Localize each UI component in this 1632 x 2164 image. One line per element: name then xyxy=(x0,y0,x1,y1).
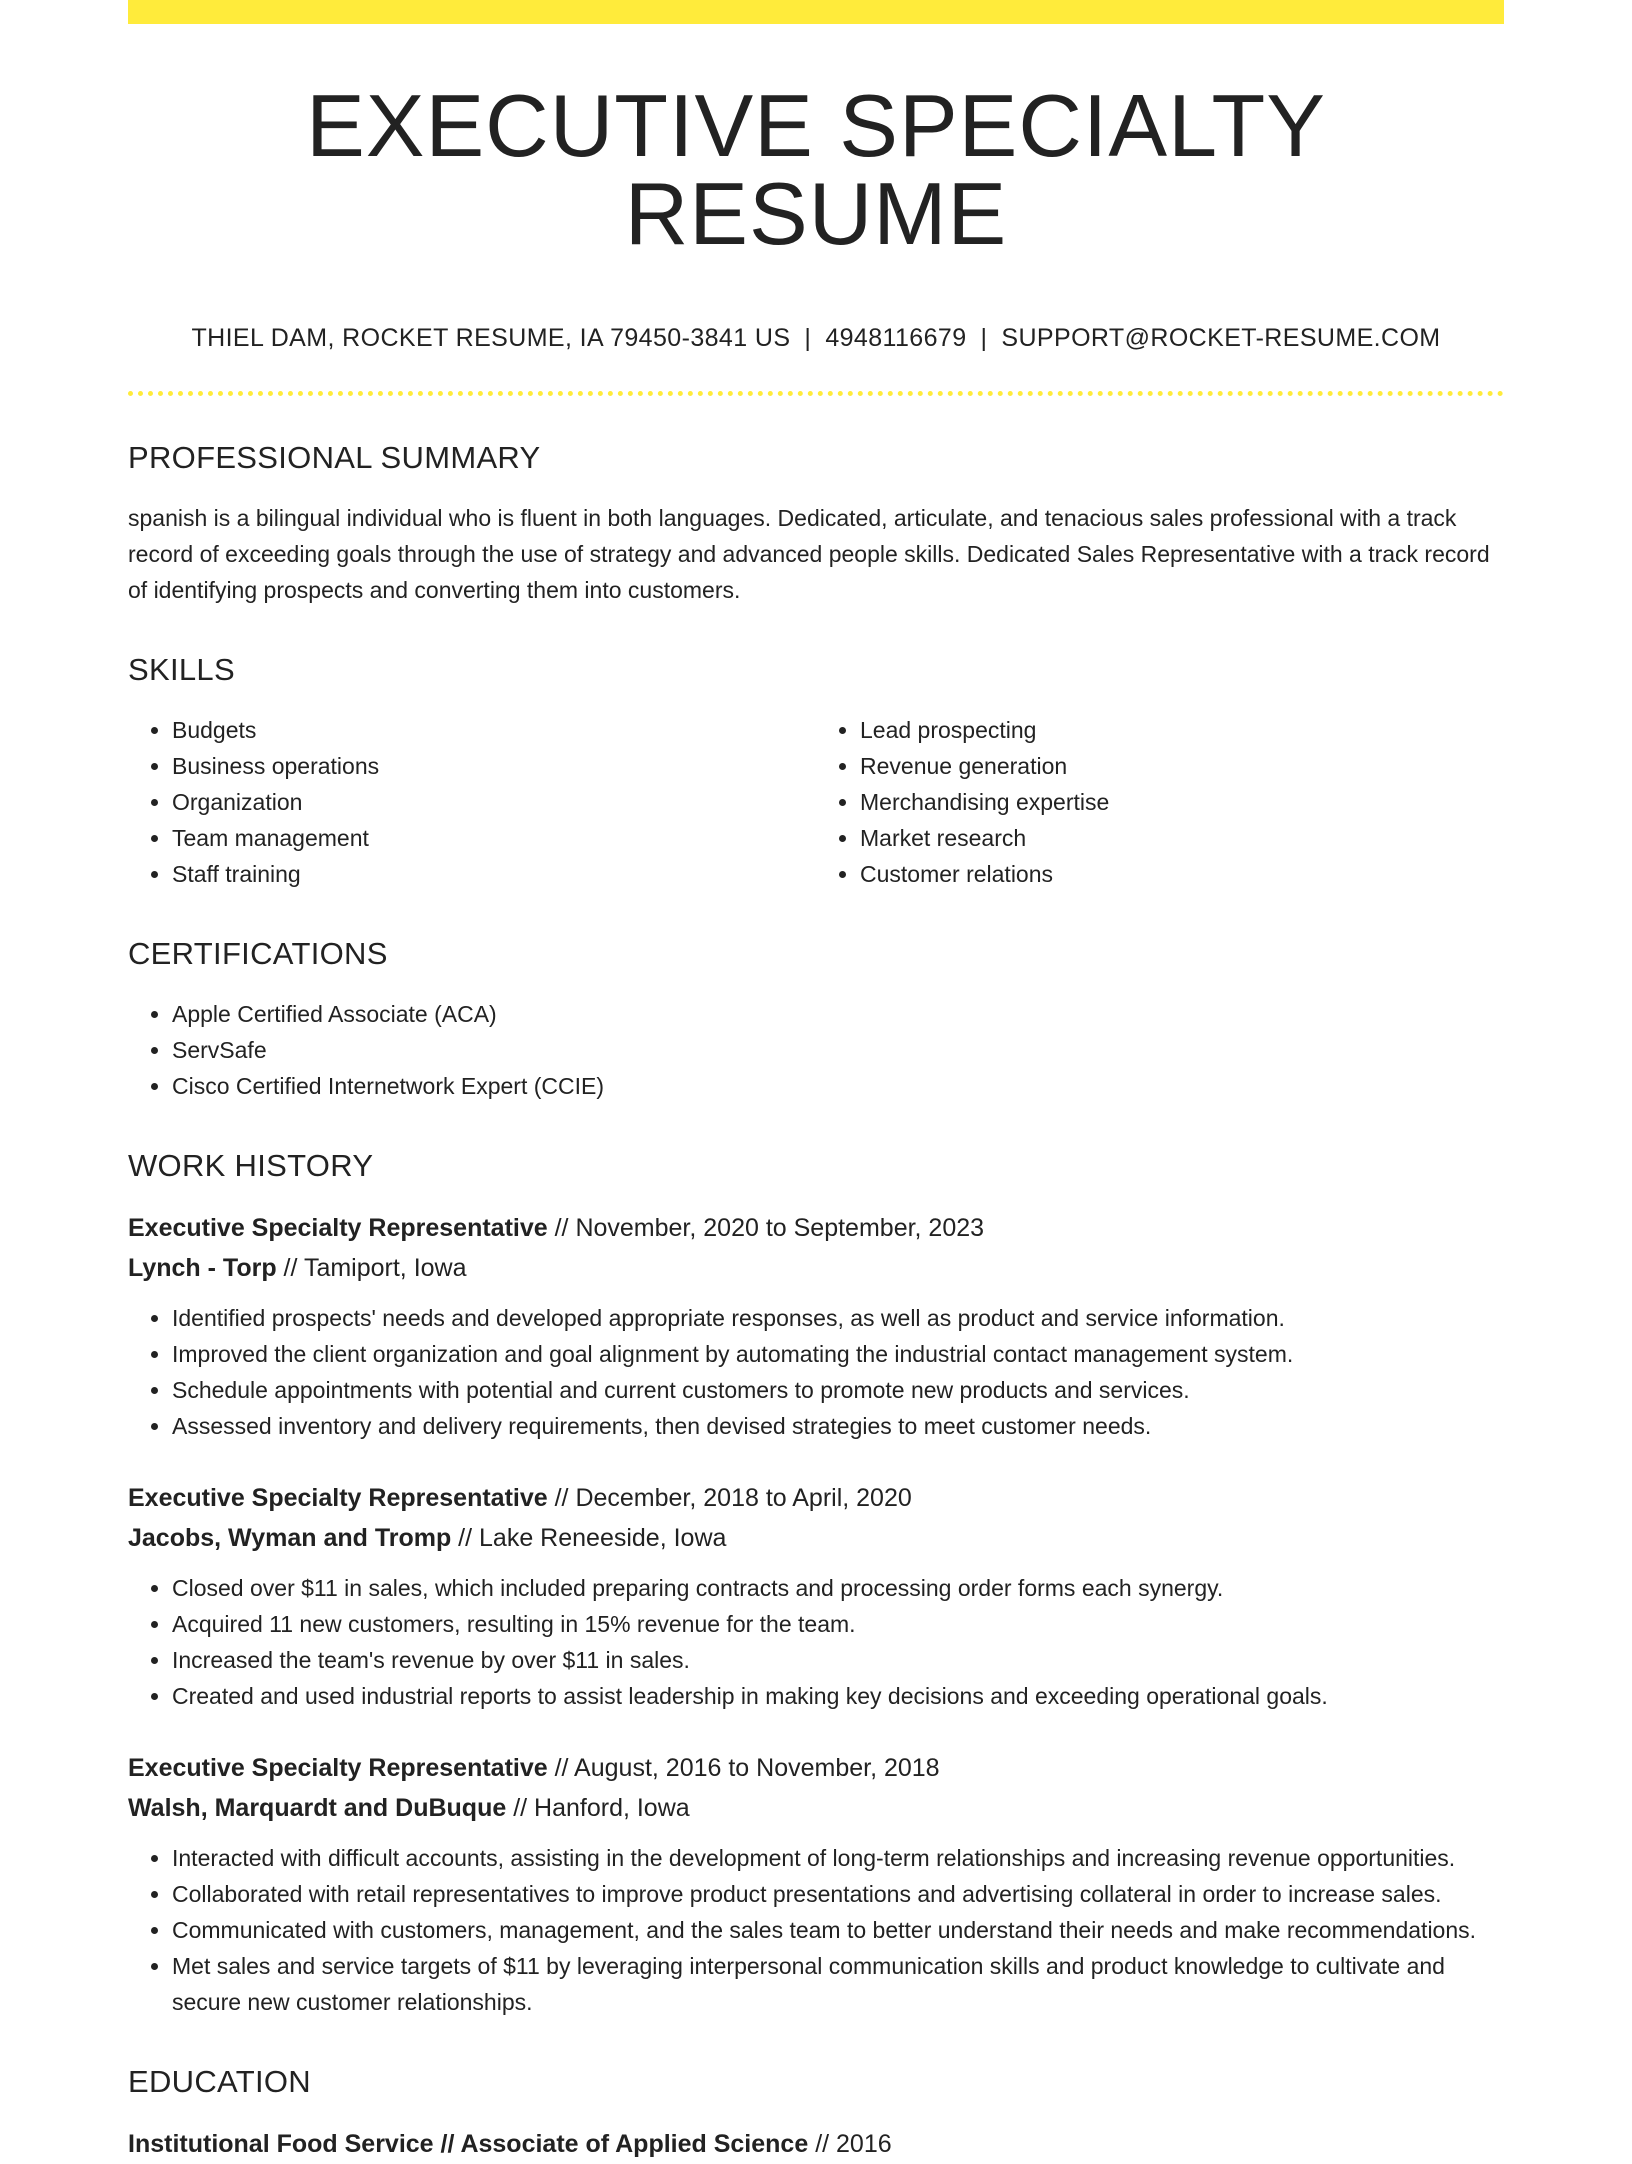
skill-item: • Team management xyxy=(172,820,816,856)
contact-phone: 4948116679 xyxy=(825,324,967,352)
job-bullet: • Assessed inventory and delivery requirements, then devised strategies to meet customer needs. xyxy=(172,1408,1504,1444)
skill-item: • Budgets xyxy=(172,712,816,748)
education-degree: // Associate of Applied Science xyxy=(433,2130,809,2158)
work-history-section xyxy=(128,1148,1504,2020)
certification-item: • Apple Certified Associate (ACA) xyxy=(172,996,1504,1032)
skills-list-left xyxy=(128,712,816,892)
contact-line xyxy=(128,324,1504,353)
resume-page xyxy=(128,0,1504,2164)
job-bullet: • Closed over $11 in sales, which included preparing contracts and processing order forms each synergy. xyxy=(172,1570,1504,1606)
skill-item: • Merchandising expertise xyxy=(860,784,1504,820)
job-title-line xyxy=(128,1478,1504,1518)
job-entry xyxy=(128,1478,1504,1714)
job-bullet: • Interacted with difficult accounts, assisting in the development of long-term relationships and increasing revenue opportunities. xyxy=(172,1840,1504,1876)
job-company-line xyxy=(128,1248,1504,1288)
skills-grid xyxy=(128,712,1504,892)
job-location: // Lake Reneeside, Iowa xyxy=(451,1524,727,1552)
job-entry xyxy=(128,1748,1504,2020)
job-bullet: • Improved the client organization and goal alignment by automating the industrial contact management system. xyxy=(172,1336,1504,1372)
skill-item: • Business operations xyxy=(172,748,816,784)
summary-heading: PROFESSIONAL SUMMARY xyxy=(128,440,541,475)
work-history-heading: WORK HISTORY xyxy=(128,1148,374,1183)
job-bullets xyxy=(128,1840,1504,2020)
job-location: // Tamiport, Iowa xyxy=(276,1254,467,1282)
skill-item: • Organization xyxy=(172,784,816,820)
contact-address: THIEL DAM, ROCKET RESUME, IA 79450-3841 US xyxy=(191,324,791,352)
job-role: Executive Specialty Representative xyxy=(128,1484,548,1512)
summary-text: spanish is a bilingual individual who is fluent in both languages. Dedicated, articulate, and tenacious sales professional with a track record of exceeding goals through the use of strategy and advanced people skills. Dedicated Sales Representative with a track record of identifying prospects and converting them into customers. xyxy=(128,505,1490,603)
job-company-line xyxy=(128,1788,1504,1828)
skill-item: • Staff training xyxy=(172,856,816,892)
education-entry xyxy=(128,2124,1504,2164)
job-bullet: • Collaborated with retail representatives to improve product presentations and advertising collateral in order to increase sales. xyxy=(172,1876,1504,1912)
job-dates: // December, 2018 to April, 2020 xyxy=(547,1484,912,1512)
contact-separator: | xyxy=(980,324,988,352)
job-company: Lynch - Torp xyxy=(128,1254,277,1282)
education-program: Institutional Food Service xyxy=(128,2130,434,2158)
education-section xyxy=(128,2064,1504,2164)
certification-item: • ServSafe xyxy=(172,1032,1504,1068)
skill-item: • Market research xyxy=(860,820,1504,856)
skills-heading: SKILLS xyxy=(128,652,235,687)
job-role: Executive Specialty Representative xyxy=(128,1214,548,1242)
skill-item: • Customer relations xyxy=(860,856,1504,892)
job-bullet: • Created and used industrial reports to assist leadership in making key decisions and exceeding operational goals. xyxy=(172,1678,1504,1714)
job-bullet: • Acquired 11 new customers, resulting in 15% revenue for the team. xyxy=(172,1606,1504,1642)
certifications-list xyxy=(128,996,1504,1104)
job-bullet: • Schedule appointments with potential and current customers to promote new products and services. xyxy=(172,1372,1504,1408)
contact-separator: | xyxy=(804,324,812,352)
job-bullet: • Communicated with customers, management, and the sales team to better understand their needs and make recommendations. xyxy=(172,1912,1504,1948)
certifications-heading: CERTIFICATIONS xyxy=(128,936,388,971)
accent-top-bar xyxy=(128,0,1504,24)
dotted-divider xyxy=(128,391,1504,396)
job-bullet: • Identified prospects' needs and developed appropriate responses, as well as product and service information. xyxy=(172,1300,1504,1336)
job-company: Jacobs, Wyman and Tromp xyxy=(128,1524,452,1552)
job-title-line xyxy=(128,1748,1504,1788)
skill-item: • Revenue generation xyxy=(860,748,1504,784)
summary-section xyxy=(128,440,1504,608)
job-bullet: • Increased the team's revenue by over $11 in sales. xyxy=(172,1642,1504,1678)
resume-title: EXECUTIVE SPECIALTY RESUME xyxy=(306,76,1326,263)
job-company-line xyxy=(128,1518,1504,1558)
certifications-section xyxy=(128,936,1504,1104)
job-entry xyxy=(128,1208,1504,1444)
job-role: Executive Specialty Representative xyxy=(128,1754,548,1782)
job-dates: // August, 2016 to November, 2018 xyxy=(547,1754,940,1782)
job-dates: // November, 2020 to September, 2023 xyxy=(547,1214,985,1242)
certification-item: • Cisco Certified Internetwork Expert (CCIE) xyxy=(172,1068,1504,1104)
skill-item: • Lead prospecting xyxy=(860,712,1504,748)
job-bullet: • Met sales and service targets of $11 by leveraging interpersonal communication skills and product knowledge to cultivate and secure new customer relationships. xyxy=(172,1948,1504,2020)
job-title-line xyxy=(128,1208,1504,1248)
job-company: Walsh, Marquardt and DuBuque xyxy=(128,1794,507,1822)
job-location: // Hanford, Iowa xyxy=(506,1794,690,1822)
skills-list-right xyxy=(816,712,1504,892)
job-bullets xyxy=(128,1570,1504,1714)
contact-email: SUPPORT@ROCKET-RESUME.COM xyxy=(1001,324,1441,352)
education-heading: EDUCATION xyxy=(128,2064,311,2099)
education-year: // 2016 xyxy=(808,2130,892,2158)
skills-section xyxy=(128,652,1504,892)
job-bullets xyxy=(128,1300,1504,1444)
